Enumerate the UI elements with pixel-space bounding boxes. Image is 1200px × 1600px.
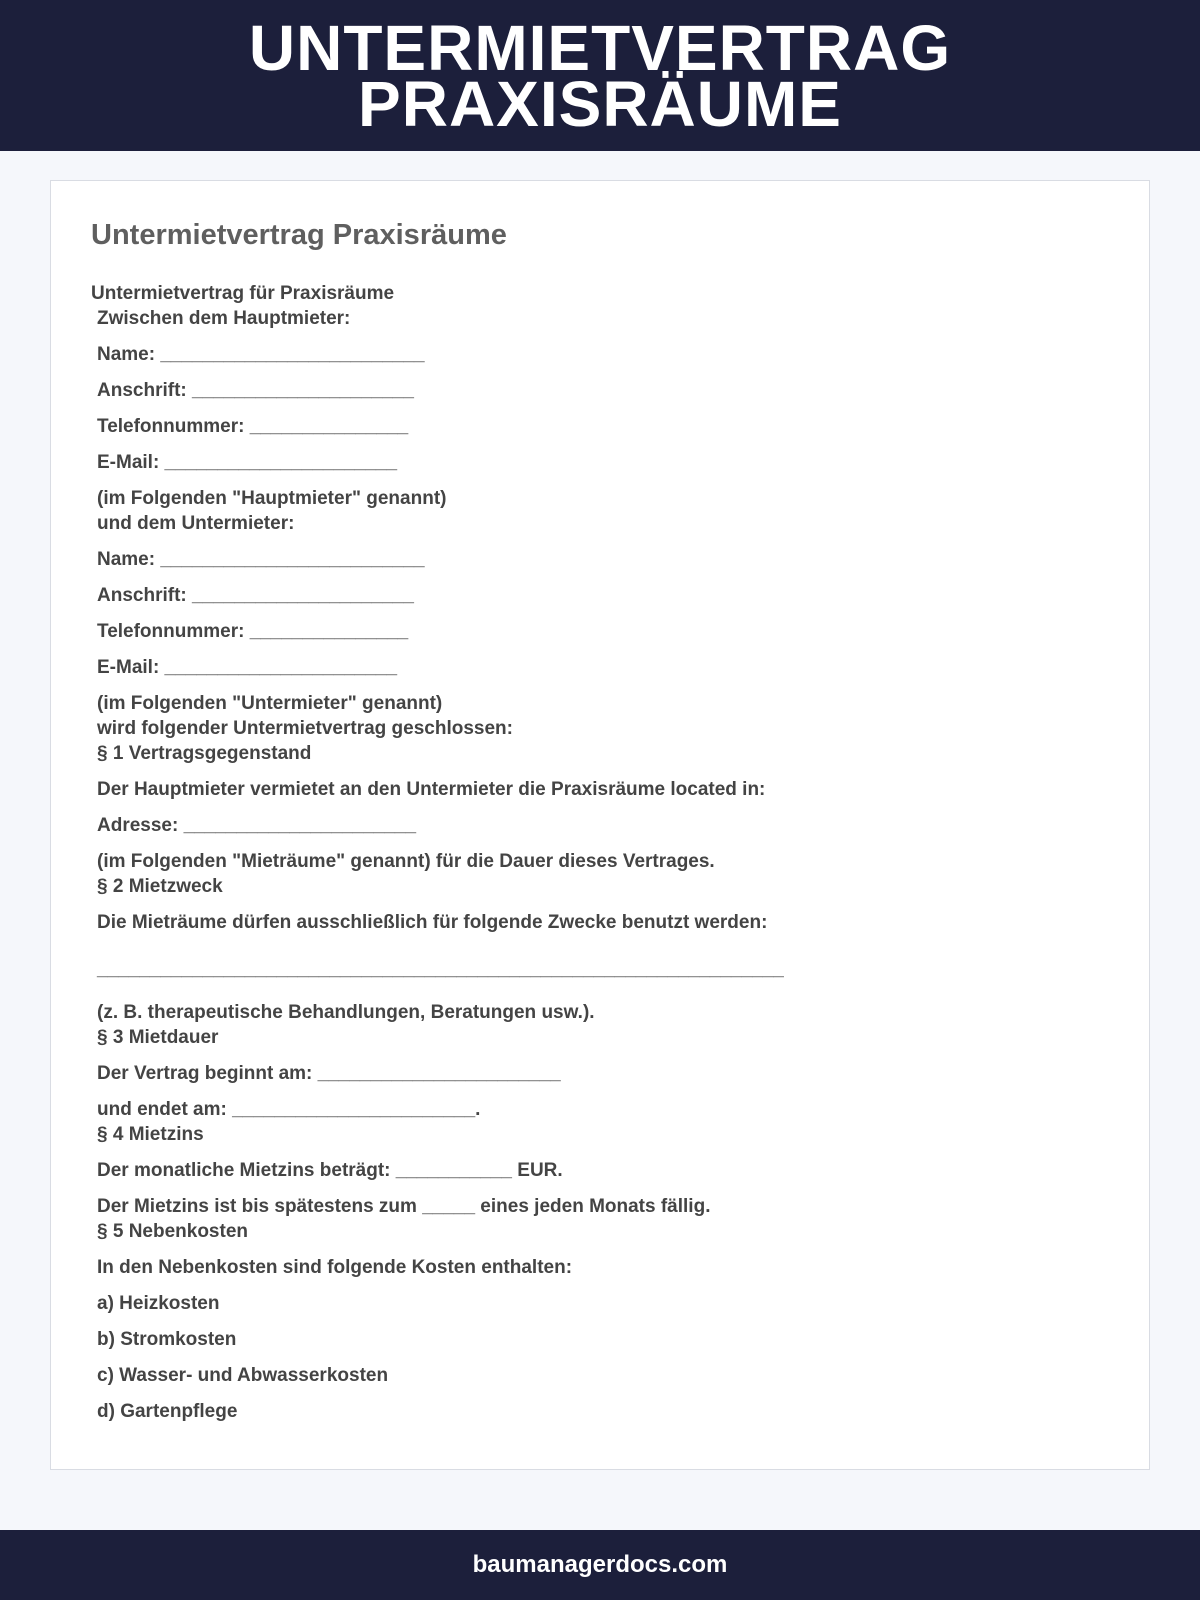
text-line: und dem Untermieter: <box>97 513 295 534</box>
banner-title-line-2: PRAXISRÄUME <box>358 67 842 140</box>
section-heading: § 5 Nebenkosten <box>97 1221 248 1242</box>
text-line: Name: _________________________ <box>97 549 425 570</box>
text-line: (z. B. therapeutische Behandlungen, Beratungen usw.). <box>97 1002 595 1023</box>
text-line: Der Hauptmieter vermietet an den Untermieter die Praxisräume located in: <box>97 779 766 800</box>
text-line: In den Nebenkosten sind folgende Kosten enthalten: <box>97 1257 573 1278</box>
text-line: Anschrift: _____________________ <box>97 585 414 606</box>
section-heading: § 4 Mietzins <box>97 1124 204 1145</box>
header-banner <box>0 0 1200 151</box>
document-card <box>50 180 1150 1470</box>
list-item: a) Heizkosten <box>97 1293 220 1314</box>
text-line: E-Mail: ______________________ <box>97 452 398 473</box>
text-line: Name: _________________________ <box>97 344 425 365</box>
document-heading: Untermietvertrag für Praxisräume <box>91 283 395 304</box>
text-line: und endet am: _______________________. <box>97 1099 481 1120</box>
footer-bar <box>0 1530 1200 1600</box>
section-heading: § 1 Vertragsgegenstand <box>97 743 312 764</box>
text-line: Telefonnummer: _______________ <box>97 416 409 437</box>
text-line: wird folgender Untermietvertrag geschlossen: <box>97 718 513 739</box>
text-line: _________________________________________________________________ <box>97 959 784 980</box>
list-item: d) Gartenpflege <box>97 1401 238 1422</box>
text-line: (im Folgenden "Hauptmieter" genannt) <box>97 488 447 509</box>
text-line: (im Folgenden "Untermieter" genannt) <box>97 693 443 714</box>
document-title: Untermietvertrag Praxisräume <box>91 219 507 251</box>
text-line: Adresse: ______________________ <box>97 815 417 836</box>
footer-site-link[interactable]: baumanagerdocs.com <box>472 1551 728 1578</box>
text-line: Anschrift: _____________________ <box>97 380 414 401</box>
text-line: Der Vertrag beginnt am: _______________________ <box>97 1063 561 1084</box>
list-item: c) Wasser- und Abwasserkosten <box>97 1365 389 1386</box>
text-line: Der Mietzins ist bis spätestens zum _____ eines jeden Monats fällig. <box>97 1196 711 1217</box>
text-line: Telefonnummer: _______________ <box>97 621 409 642</box>
text-line: Die Mieträume dürfen ausschließlich für folgende Zwecke benutzt werden: <box>97 912 768 933</box>
section-heading: § 2 Mietzweck <box>97 876 223 897</box>
document-body <box>91 281 1111 1424</box>
text-line: (im Folgenden "Mieträume" genannt) für die Dauer dieses Vertrages. <box>97 851 715 872</box>
text-line: Zwischen dem Hauptmieter: <box>97 308 351 329</box>
list-item: b) Stromkosten <box>97 1329 237 1350</box>
text-line: E-Mail: ______________________ <box>97 657 398 678</box>
banner-title-line-1: UNTERMIETVERTRAG <box>248 11 952 84</box>
text-line: Der monatliche Mietzins beträgt: ___________ EUR. <box>97 1160 563 1181</box>
section-heading: § 3 Mietdauer <box>97 1027 219 1048</box>
